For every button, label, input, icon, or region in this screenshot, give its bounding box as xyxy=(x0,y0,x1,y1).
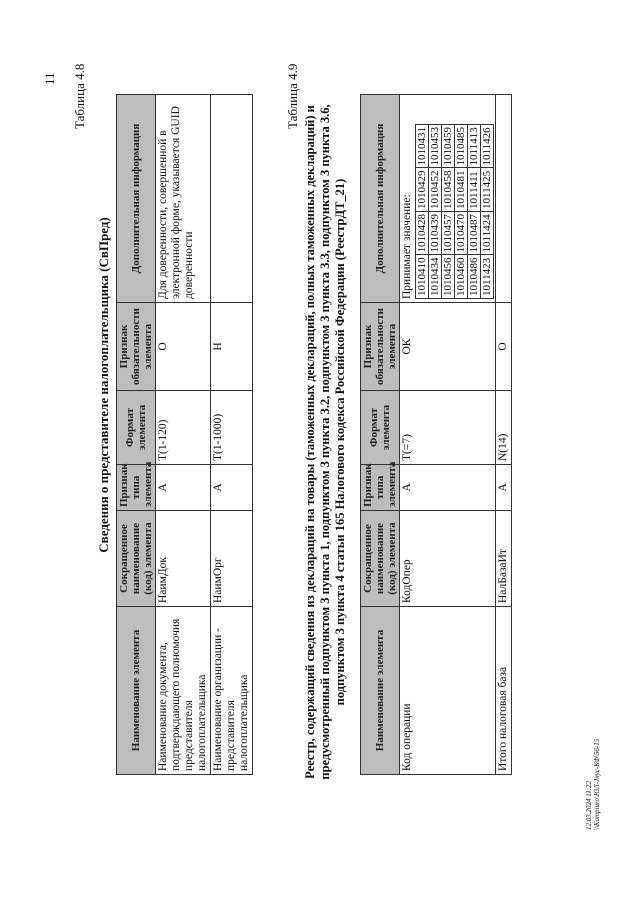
codes-row xyxy=(429,125,442,299)
table1-header-type: Признак типа элемента xyxy=(117,465,156,511)
info-label: Принимает значение: xyxy=(401,194,413,299)
code-value: 1011423 xyxy=(481,255,494,299)
table-row xyxy=(496,95,512,775)
table1-header-format: Формат элемента xyxy=(117,391,156,465)
cell-name: Итого налоговая база xyxy=(496,607,512,775)
cell-type: А xyxy=(211,465,253,511)
code-value: 1010486 xyxy=(468,255,481,299)
code-value: 1010481 xyxy=(455,168,468,212)
cell-required: О xyxy=(156,303,211,391)
code-value: 1010434 xyxy=(429,255,442,299)
cell-format: T(1-1000) xyxy=(211,391,253,465)
cell-code: НаимОрг xyxy=(211,511,253,607)
table1-header-name: Наименование элемента xyxy=(117,607,156,775)
table-row xyxy=(156,95,211,775)
cell-type: А xyxy=(156,465,211,511)
code-value: 1010439 xyxy=(429,212,442,256)
cell-info xyxy=(496,95,512,303)
table2-header-info: Дополнительная информация xyxy=(361,95,400,303)
table2 xyxy=(360,94,512,775)
cell-type: А xyxy=(400,465,496,511)
code-value: 1010431 xyxy=(416,125,429,169)
cell-info xyxy=(400,95,496,303)
cell-required: Н xyxy=(211,303,253,391)
cell-format: T(1-120) xyxy=(156,391,211,465)
cell-format: T(=7) xyxy=(400,391,496,465)
code-value: 1010457 xyxy=(442,212,455,256)
code-value: 1010428 xyxy=(416,212,429,256)
code-value: 1011426 xyxy=(481,125,494,169)
cell-code: НаимДок xyxy=(156,511,211,607)
code-value: 1011413 xyxy=(468,125,481,169)
code-value: 1010470 xyxy=(455,212,468,256)
codes-row xyxy=(416,125,429,299)
cell-name: Код операции xyxy=(400,607,496,775)
cell-code: КодОпер xyxy=(400,511,496,607)
table1-header-info: Дополнительная информация xyxy=(117,95,156,303)
table2-header-required: Признак обязательности элемента xyxy=(361,303,400,391)
table2-header-name: Наименование элемента xyxy=(361,607,400,775)
code-value: 1010459 xyxy=(442,125,455,169)
table1-caption: Таблица 4.8 xyxy=(72,63,87,129)
cell-info xyxy=(211,95,253,303)
codes-row xyxy=(442,125,455,299)
operation-codes-table xyxy=(415,124,494,299)
cell-required: О xyxy=(496,303,512,391)
table1-header-row xyxy=(117,95,156,775)
code-value: 1011411 xyxy=(468,168,481,212)
table1 xyxy=(116,94,253,775)
code-value: 1010485 xyxy=(455,125,468,169)
code-value: 1011424 xyxy=(481,212,494,256)
cell-info: Для доверенности, совершенной в электронной форме, указывается GUID доверенности xyxy=(156,95,211,303)
table2-title: Реестр, содержащий сведения из деклараций на товары (таможенных деклараций, полных таможенных деклараций) и предусмотренный подпунктом 3 пункта 1, подпунктом 3 пункта 3.2, подпунктом 3 пункта 3.3, подпунктом 3 пункта 3.6, подпунктом 3 пункта 4 статьи 165 Налогового кодекса Российской Федерации (РеестрДТ_21) xyxy=(303,104,347,780)
table1-header-code: Сокращенное наименование (код) элемента xyxy=(117,511,156,607)
table2-header-type: Признак типа элемента xyxy=(361,465,400,511)
table-row xyxy=(400,95,496,775)
table-row xyxy=(211,95,253,775)
table1-title: Сведения о представителе налогоплательщика (СвПред) xyxy=(96,217,111,553)
cell-format: N(14) xyxy=(496,391,512,465)
table1-header-required: Признак обязательности элемента xyxy=(117,303,156,391)
codes-row xyxy=(455,125,468,299)
table2-header-row xyxy=(361,95,400,775)
codes-row xyxy=(468,125,481,299)
code-value: 1010453 xyxy=(429,125,442,169)
code-value: 1011425 xyxy=(481,168,494,212)
code-value: 1010410 xyxy=(416,255,429,299)
code-value: 1010460 xyxy=(455,255,468,299)
table2-header-format: Формат элемента xyxy=(361,391,400,465)
cell-type: А xyxy=(496,465,512,511)
cell-code: НалБазаИт xyxy=(496,511,512,607)
code-value: 1010429 xyxy=(416,168,429,212)
page-number: 11 xyxy=(42,72,57,85)
code-value: 1010458 xyxy=(442,168,455,212)
code-value: 1010487 xyxy=(468,212,481,256)
table2-header-code: Сокращенное наименование (код) элемента xyxy=(361,511,400,607)
table2-caption: Таблица 4.9 xyxy=(285,63,300,129)
codes-row xyxy=(481,125,494,299)
print-stamp xyxy=(585,739,601,830)
stamp-datetime: 12.03.2024 11:22 xyxy=(585,780,593,830)
code-value: 1010456 xyxy=(442,255,455,299)
cell-name: Наименование организации - представителя налогоплательщика xyxy=(211,607,253,775)
cell-required: ОК xyxy=(400,303,496,391)
code-value: 1010452 xyxy=(429,168,442,212)
stamp-path: \\Kompiuro\ЮЛ-Јнус-КФ\56-15 xyxy=(593,738,601,830)
cell-name: Наименование документа, подтверждающего полномочия представителя налогоплательщика xyxy=(156,607,211,775)
